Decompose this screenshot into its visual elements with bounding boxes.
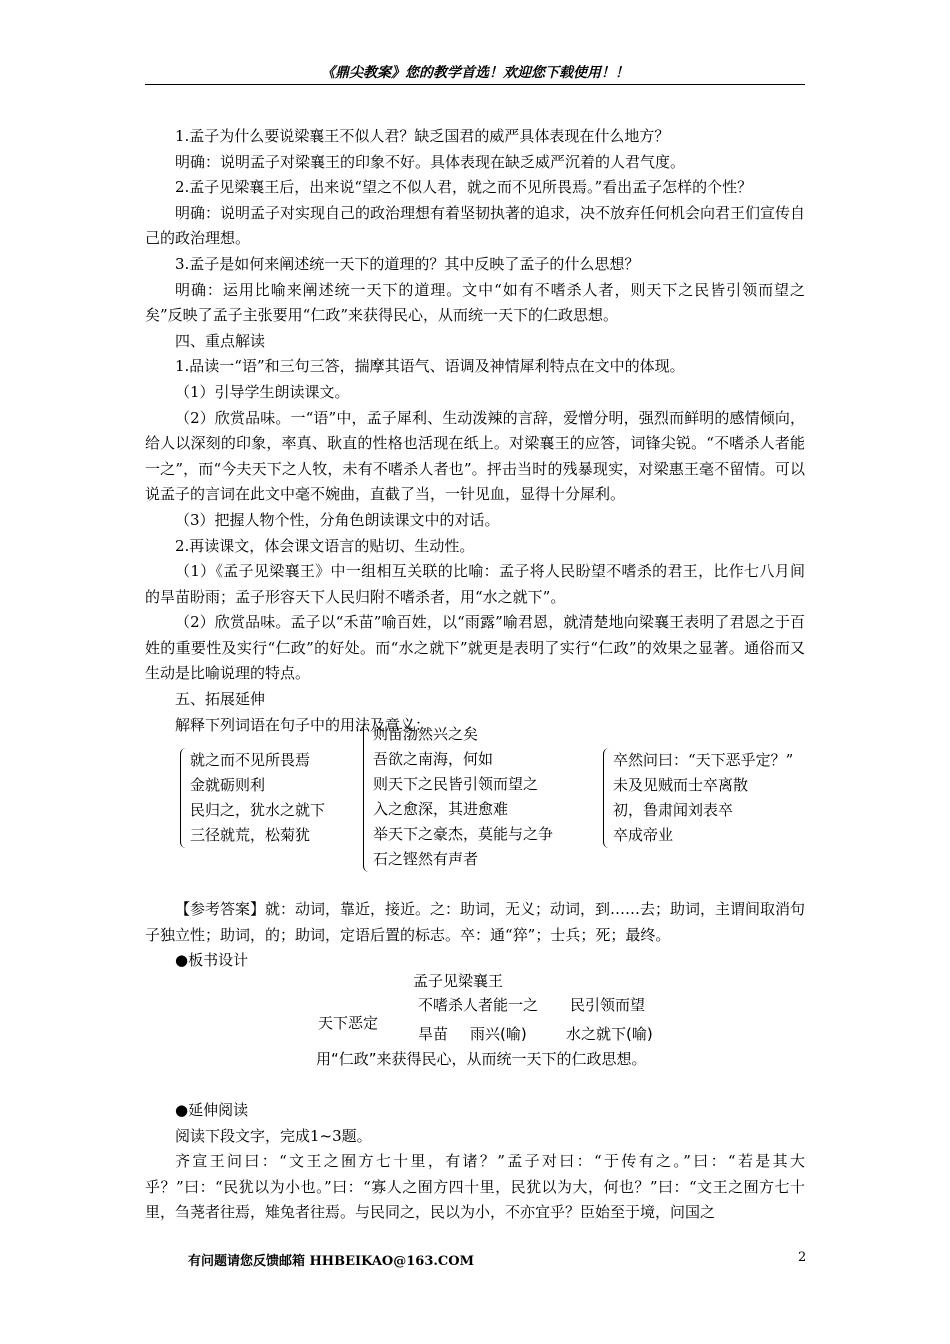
board-summary: 用“仁政”来获得民心，从而统一天下的仁政思想。 <box>316 1050 647 1068</box>
paragraph: （2）欣赏品味。孟子以“禾苗”喻百姓，以“雨露”喻君恩，就清楚地向梁襄王表明了君恩之于百姓的重要性及实行“仁政”的好处。而“水之就下”就更是表明了实行“仁政”的效果之显著。通俗而又生动是比喻说理的特点。 <box>145 613 805 683</box>
answer-section <box>145 897 805 974</box>
board-row2-c: 水之就下(喻) <box>566 1025 653 1043</box>
board-row1-left: 不嗜杀人者能一之 <box>418 996 539 1014</box>
paragraph: 1.孟子为什么要说梁襄王不似人君？缺乏国君的威严具体表现在什么地方？ <box>175 127 670 145</box>
paragraph: 明确：说明孟子对梁襄王的印象不好。具体表现在缺乏威严沉着的人君气度。 <box>175 152 686 171</box>
header-rule <box>145 84 805 85</box>
section-heading: 五、拓展延伸 <box>175 690 266 709</box>
word-group-zu <box>603 748 793 848</box>
word-item: 举天下之豪杰，莫能与之争 <box>373 825 554 843</box>
paragraph: （1）《孟子见梁襄王》中一组相互关联的比喻：孟子将人民盼望不嗜杀的君王，比作七八月间的旱苗盼雨；孟子形容天下人民归附不嗜杀者，用“水之就下”。 <box>145 562 805 606</box>
section-heading: 四、重点解读 <box>175 331 266 350</box>
paragraph: （1）引导学生朗读课文。 <box>175 382 350 401</box>
word-item: 则苗渤然兴之矣 <box>373 725 479 743</box>
answer-paragraph: 【参考答案】就：动词，靠近，接近。之：助词，无义；动词，到……去；助词，主谓间取消句子独立性；助词，的；助词，定语后置的标志。卒：通“猝”；士兵；死；最终。 <box>145 900 806 944</box>
reading-paragraph: 阅读下段文字，完成1~3题。 <box>175 1126 372 1145</box>
brace <box>363 722 372 872</box>
word-item: 民归之，犹水之就下 <box>190 801 326 819</box>
word-item: 初，鲁肃闻刘表卒 <box>613 801 734 819</box>
footer-contact: 有问题请您反馈邮箱 HHBEIKAO@163.COM <box>188 1254 474 1269</box>
board-row2-b: 雨兴(喻) <box>470 1025 527 1043</box>
word-item: 卒然问曰：“天下恶乎定？” <box>613 751 794 769</box>
word-item: 入之愈深，其进愈难 <box>373 800 509 818</box>
board-left-label: 天下恶定 <box>318 1014 379 1032</box>
paragraph: 2.再读课文，体会课文语言的贴切、生动性。 <box>175 536 475 555</box>
word-item: 则天下之民皆引领而望之 <box>373 775 539 793</box>
board-heading: ●板书设计 <box>175 951 249 970</box>
reading-paragraph: 齐宣王问曰：“文王之囿方七十里，有诸？”孟子对曰：“于传有之。”曰：“若是其大乎？”曰：“民犹以为小也。”曰：“寡人之囿方四十里，民犹以为大，何也？”曰：“文王之囿方七十里，刍荛者往焉，雉兔者往焉。与民同之，民以为小，不亦宜乎？臣始至于境，问国之 <box>145 1152 805 1222</box>
main-content <box>145 124 805 738</box>
word-item: 吾欲之南海，何如 <box>373 750 494 768</box>
word-item: 石之铿然有声者 <box>373 850 479 868</box>
paragraph: 3.孟子是如何来阐述统一天下的道理的？其中反映了孟子的什么思想？ <box>175 254 640 273</box>
word-item: 就之而不见所畏焉 <box>190 751 311 769</box>
reading-heading: ●延伸阅读 <box>175 1101 249 1119</box>
brace <box>180 748 189 848</box>
word-item: 三径就荒，松菊犹 <box>190 826 311 844</box>
board-title: 孟子见梁襄王 <box>413 972 504 990</box>
blackboard-design <box>310 968 670 1073</box>
word-item: 卒成帝业 <box>613 826 674 844</box>
paragraph: （2）欣赏品味。一“语”中，孟子犀利、生动泼辣的言辞，爱憎分明，强烈而鲜明的感情倾向，给人以深刻的印象，率真、耿直的性格也活现在纸上。对梁襄王的应答，词锋尖锐。“不嗜杀人者能一之”，而“今夫天下之人牧，未有不嗜杀人者也”。抨击当时的残暴现实，对梁惠王毫不留情。可以说孟子的言词在此文中毫不婉曲，直截了当，一针见血，显得十分犀利。 <box>145 408 805 504</box>
paragraph: 解释下列词语在句子中的用法及意义： <box>175 715 431 734</box>
board-row1-right: 民引领而望 <box>570 996 646 1014</box>
paragraph: 1.品读一“语”和三句三答，揣摩其语气、语调及神情犀利特点在文中的体现。 <box>175 357 685 376</box>
word-item: 未及见贼而士卒离散 <box>613 776 749 794</box>
paragraph: 明确：说明孟子对实现自己的政治理想有着坚韧执著的追求，决不放弃任何机会向君王们宣传自己的政治理想。 <box>145 203 806 248</box>
word-group-zhi <box>363 722 553 872</box>
paragraph: 2.孟子见梁襄王后，出来说“望之不似人君，就之而不见所畏焉。”看出孟子怎样的个性？ <box>175 178 753 197</box>
reading-section <box>145 1098 805 1226</box>
brace <box>603 748 612 848</box>
paragraph: （3）把握人物个性，分角色朗读课文中的对话。 <box>175 510 500 529</box>
board-row2-a: 旱苗 <box>418 1025 449 1043</box>
page-number: 2 <box>798 1250 807 1265</box>
word-item: 金就砺则利 <box>190 776 266 794</box>
word-group-jiu <box>180 748 325 848</box>
page-header: 《鼎尖教案》您的教学首选！欢迎您下载使用！！ <box>321 65 629 81</box>
paragraph: 明确：运用比喻来阐述统一天下的道理。文中“如有不嗜杀人者，则天下之民皆引领而望之矣”反映了孟子主张要用“仁政”来获得民心，从而统一天下的仁政思想。 <box>145 280 805 325</box>
